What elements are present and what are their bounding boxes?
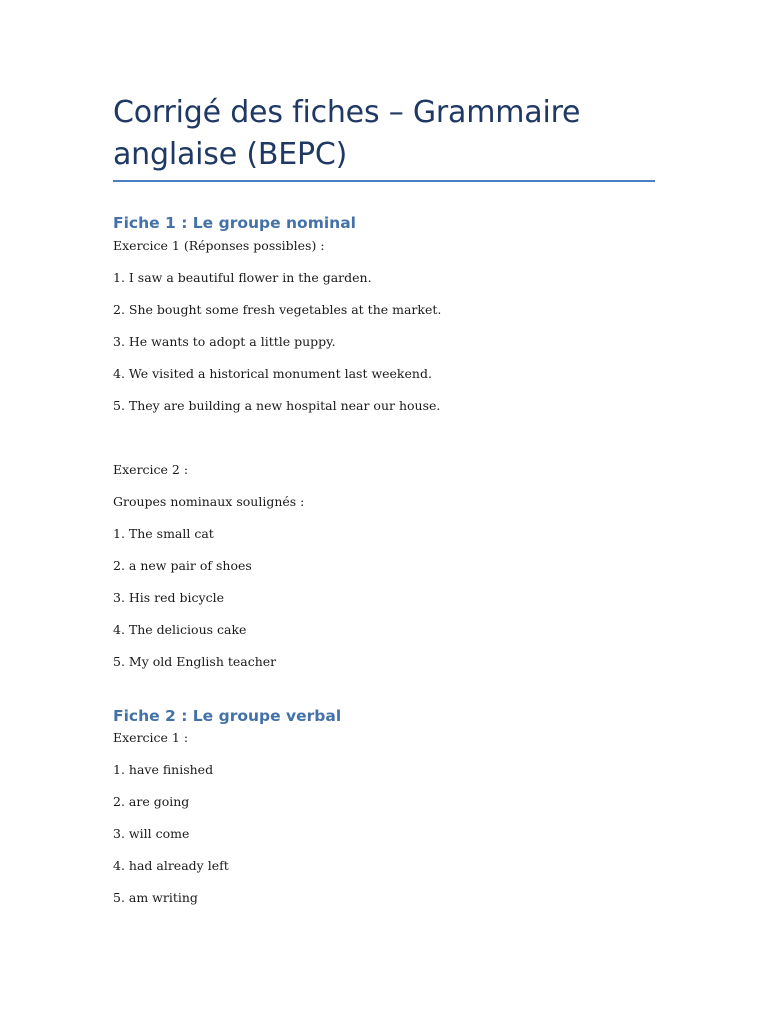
- fiche1-ex2-answer-4: 4. The delicious cake: [113, 622, 247, 637]
- fiche2-ex1-answer-3: 3. will come: [113, 826, 190, 841]
- fiche1-ex2-label: Exercice 2 :: [113, 462, 189, 477]
- fiche1-ex2-sublabel: Groupes nominaux soulignés :: [113, 494, 305, 509]
- fiche2-ex1-answer-2: 2. are going: [113, 794, 190, 809]
- title-underline: [113, 180, 655, 182]
- fiche1-ex1-answer-2: 2. She bought some fresh vegetables at the market.: [113, 302, 442, 317]
- fiche1-ex2-answer-2: 2. a new pair of shoes: [113, 558, 252, 573]
- fiche2-ex1-label: Exercice 1 :: [113, 730, 189, 745]
- fiche1-ex1-answer-4: 4. We visited a historical monument last weekend.: [113, 366, 432, 381]
- fiche1-ex2-answer-5: 5. My old English teacher: [113, 654, 277, 669]
- fiche1-ex2-answer-1: 1. The small cat: [113, 526, 214, 541]
- fiche2-ex1-answer-1: 1. have finished: [113, 762, 214, 777]
- document-title: Corrigé des fiches – Grammaire anglaise (BEPC): [113, 95, 581, 172]
- fiche2-ex1-answer-4: 4. had already left: [113, 858, 229, 873]
- fiche1-ex1-answer-3: 3. He wants to adopt a little puppy.: [113, 334, 336, 349]
- fiche1-ex1-answer-5: 5. They are building a new hospital near our house.: [113, 398, 441, 413]
- fiche1-ex1-label: Exercice 1 (Réponses possibles) :: [113, 238, 325, 253]
- fiche1-ex2-answer-3: 3. His red bicycle: [113, 590, 224, 605]
- fiche2-heading: Fiche 2 : Le groupe verbal: [113, 707, 342, 725]
- fiche2-ex1-answer-5: 5. am writing: [113, 890, 198, 905]
- fiche1-ex1-answer-1: 1. I saw a beautiful flower in the garden.: [113, 270, 372, 285]
- fiche1-heading: Fiche 1 : Le groupe nominal: [113, 214, 356, 232]
